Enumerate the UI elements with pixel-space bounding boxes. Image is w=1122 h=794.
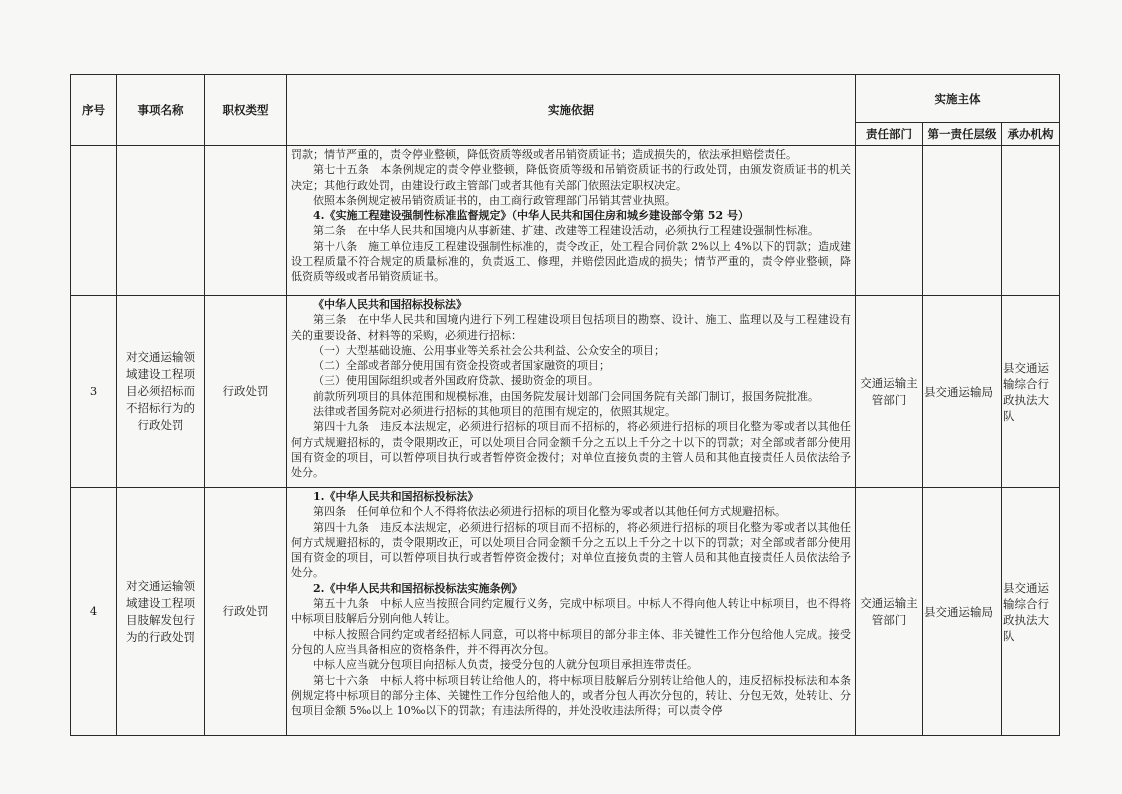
- row-item-name: 对交通运输领域建设工程项目必须招标而不招标行为的行政处罚: [117, 296, 205, 488]
- basis-paragraph: 罚款；情节严重的，责令停业整顿，降低资质等级或者吊销资质证书；造成损失的，依法承担赔偿责任。: [291, 148, 797, 161]
- basis-paragraph: 第十八条 施工单位违反工程建设强制性标准的，责令改正，处工程合同价款 2%以上 4%以下的罚款；造成建设工程质量不符合规定的质量标准的，负责返工、修理，并赔偿因此造成的损失；情节严重的，责令停业整顿，降低资质等级或者吊销资质证书。: [291, 239, 851, 284]
- row-basis: [287, 296, 856, 488]
- row-power-type: [205, 146, 287, 296]
- header-basis: 实施依据: [287, 75, 856, 146]
- header-agency: 承办机构: [1002, 123, 1060, 146]
- row-level: [923, 146, 1002, 296]
- row-power-type: 行政处罚: [205, 488, 287, 736]
- row-item-name: 对交通运输领域建设工程项目肢解发包行为的行政处罚: [117, 488, 205, 736]
- header-item-name: 事项名称: [117, 75, 205, 146]
- table-row: [71, 488, 1060, 736]
- header-level: 第一责任层级: [923, 123, 1002, 146]
- row-item-name: [117, 146, 205, 296]
- header-dept: 责任部门: [856, 123, 923, 146]
- basis-paragraph: 4.《实施工程建设强制性标准监督规定》（中华人民共和国住房和城乡建设部令第 52 号）: [313, 209, 749, 223]
- basis-paragraph: 1.《中华人民共和国招标投标法》: [313, 490, 479, 503]
- basis-paragraph: （一）大型基础设施、公用事业等关系社会公共利益、公众安全的项目；: [313, 343, 665, 357]
- row-agency: 县交通运输综合行政执法大队: [1002, 296, 1060, 488]
- power-list-table: [70, 74, 1060, 736]
- basis-paragraph: 中标人按照合同约定或者经招标人同意，可以将中标项目的部分非主体、非关键性工作分包给他人完成。接受分包的人应当具备相应的资格条件，并不得再次分包。: [291, 627, 851, 656]
- row-level: 县交通运输局: [923, 488, 1002, 736]
- basis-paragraph: （二）全部或者部分使用国有资金投资或者国家融资的项目；: [313, 359, 610, 373]
- row-dept: [856, 146, 923, 296]
- row-basis: [287, 146, 856, 296]
- row-seq: 3: [71, 296, 117, 488]
- basis-paragraph: 第五十九条 中标人应当按照合同约定履行义务，完成中标项目。中标人不得向他人转让中标项目，也不得将中标项目肢解后分别向他人转让。: [291, 597, 851, 626]
- row-power-type: 行政处罚: [205, 296, 287, 488]
- basis-paragraph: （三）使用国际组织或者外国政府贷款、援助资金的项目。: [313, 374, 599, 388]
- basis-paragraph: 第三条 在中华人民共和国境内进行下列工程建设项目包括项目的勘察、设计、施工、监理以及与工程建设有关的重要设备、材料等的采购，必须进行招标：: [291, 313, 851, 342]
- row-dept: 交通运输主管部门: [856, 488, 923, 736]
- basis-paragraph: 第四十九条 违反本法规定，必须进行招标的项目而不招标的，将必须进行招标的项目化整为零或者以其他任何方式规避招标的，责令限期改正，可以处项目合同金额千分之五以上千分之十以下的罚款；对全部或者部分使用国有资金的项目，可以暂停项目执行或者暂停资金拨付；对单位直接负责的主管人员和其他直接责任人员依法给予处分。: [291, 420, 851, 480]
- basis-paragraph: 《中华人民共和国招标投标法》: [313, 298, 467, 311]
- row-level: 县交通运输局: [923, 296, 1002, 488]
- basis-paragraph: 法律或者国务院对必须进行招标的其他项目的范围有规定的，依照其规定。: [313, 405, 676, 419]
- basis-paragraph: 第七十五条 本条例规定的责令停业整顿，降低资质等级和吊销资质证书的行政处罚，由颁发资质证书的机关决定；其他行政处罚，由建设行政主管部门或者其他有关部门依照法定职权决定。: [291, 163, 851, 192]
- row-agency: [1002, 146, 1060, 296]
- basis-paragraph: 第七十六条 中标人将中标项目转让给他人的，将中标项目肢解后分别转让给他人的，违反招标投标法和本条例规定将中标项目的部分主体、关键性工作分包给他人的，或者分包人再次分包的，转让、分包无效，处转让、分包项目金额 5‰以上 10‰以下的罚款；有违法所得的，并处没收违法所得；可以责令停: [291, 673, 851, 718]
- basis-paragraph: 2.《中华人民共和国招标投标法实施条例》: [313, 581, 523, 595]
- table-row: [71, 296, 1060, 488]
- basis-paragraph: 第二条 在中华人民共和国境内从事新建、扩建、改建等工程建设活动，必须执行工程建设强制性标准。: [313, 224, 819, 238]
- basis-paragraph: 第四条 任何单位和个人不得将依法必须进行招标的项目化整为零或者以其他任何方式规避招标。: [313, 505, 786, 519]
- basis-paragraph: 前款所列项目的具体范围和规模标准，由国务院发展计划部门会同国务院有关部门制订，报国务院批准。: [313, 389, 819, 403]
- basis-paragraph: 中标人应当就分包项目向招标人负责，接受分包的人就分包项目承担连带责任。: [313, 658, 698, 672]
- row-seq: 4: [71, 488, 117, 736]
- header-subject: 实施主体: [856, 75, 1060, 123]
- row-dept: 交通运输主管部门: [856, 296, 923, 488]
- row-seq: [71, 146, 117, 296]
- table-row: [71, 146, 1060, 296]
- header-seq: 序号: [71, 75, 117, 146]
- row-agency: 县交通运输综合行政执法大队: [1002, 488, 1060, 736]
- row-basis: [287, 488, 856, 736]
- basis-paragraph: 第四十九条 违反本法规定，必须进行招标的项目而不招标的，将必须进行招标的项目化整为零或者以其他任何方式规避招标的，责令限期改正，可以处项目合同金额千分之五以上千分之十以下的罚款；对全部或者部分使用国有资金的项目，可以暂停项目执行或者暂停资金拨付；对单位直接负责的主管人员和其他直接责任人员依法给予处分。: [291, 520, 851, 580]
- basis-paragraph: 依照本条例规定被吊销资质证书的，由工商行政管理部门吊销其营业执照。: [313, 193, 676, 207]
- header-power-type: 职权类型: [205, 75, 287, 146]
